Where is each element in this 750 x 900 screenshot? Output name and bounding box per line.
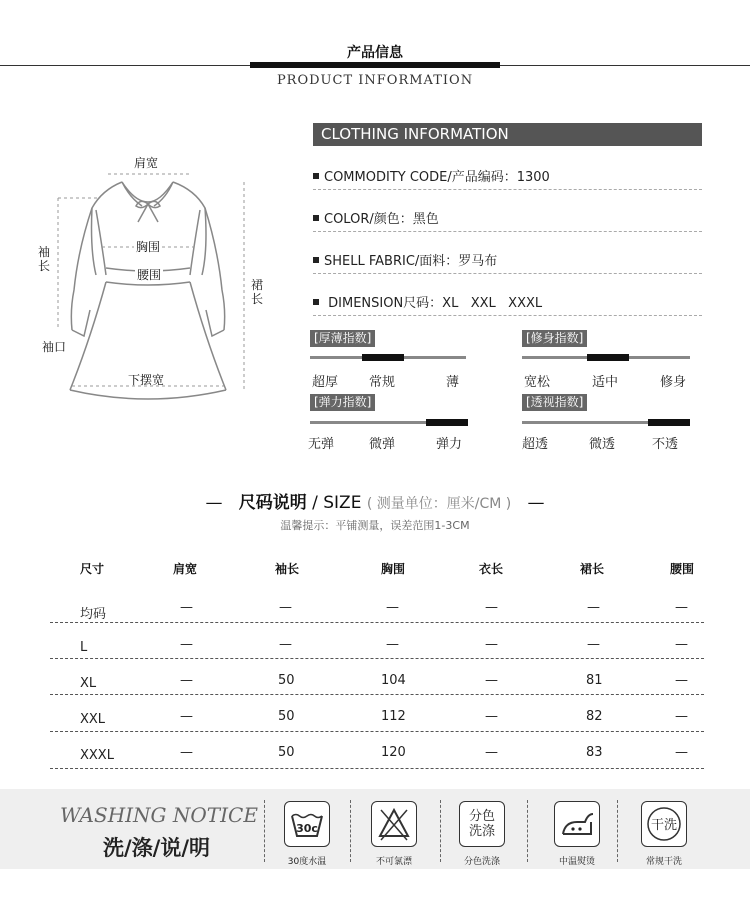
index-label: 微弹: [369, 437, 396, 452]
index-tag-elasticity: [弹力指数]: [310, 394, 375, 411]
bullet-icon: [313, 257, 319, 263]
wash-label: 30度水温: [287, 857, 327, 867]
row-divider: [50, 768, 704, 769]
table-cell: —: [485, 745, 498, 760]
info-row-fabric: [313, 250, 702, 274]
index-label: 弹力: [436, 437, 463, 452]
bullet-icon: [313, 299, 319, 305]
wash-label: 中温熨烫: [558, 857, 595, 867]
table-cell: 50: [278, 709, 295, 724]
wash-label: 不可氯漂: [375, 857, 412, 867]
table-cell: XL: [80, 676, 97, 691]
table-cell: —: [587, 600, 600, 615]
table-cell: 83: [586, 745, 603, 760]
wash-divider: [264, 800, 265, 862]
col-header: 衣长: [479, 562, 504, 576]
label-waist: 腰围: [137, 268, 162, 282]
washing-title-cn: 洗/涤/说/明: [103, 836, 211, 860]
col-header: 裙长: [580, 562, 605, 576]
separate-wash-icon: [459, 801, 505, 847]
info-fabric-text: SHELL FABRIC/面料：罗马布: [324, 254, 498, 269]
label-chest: 胸围: [136, 240, 161, 254]
page-subtitle: PRODUCT INFORMATION: [276, 73, 474, 88]
label-shoulder: 肩宽: [134, 156, 159, 170]
table-cell: —: [180, 600, 193, 615]
dry-clean-text: 干洗: [650, 818, 677, 833]
col-header: 袖长: [275, 562, 300, 576]
table-cell: —: [386, 637, 399, 652]
info-code-text: COMMODITY CODE/产品编码：1300: [324, 170, 550, 185]
table-cell: —: [279, 637, 292, 652]
washing-title-en: WASHING NOTICE: [60, 803, 258, 827]
table-cell: —: [485, 637, 498, 652]
table-cell: 112: [381, 709, 406, 724]
label-cuff: 袖口: [42, 340, 67, 354]
wash-divider: [527, 800, 528, 862]
bullet-icon: [313, 215, 319, 221]
size-section-title: [0, 488, 750, 513]
info-color-text: COLOR/颜色：黑色: [324, 212, 439, 227]
table-cell: —: [180, 637, 193, 652]
size-title-unit: ( 测量单位：厘米/CM ): [366, 496, 512, 512]
table-cell: 50: [278, 745, 295, 760]
wash-label: 常规干洗: [645, 857, 682, 867]
header-accent-bar: [250, 62, 500, 68]
table-cell: —: [180, 673, 193, 688]
col-header: 腰围: [670, 562, 695, 576]
table-cell: —: [386, 600, 399, 615]
title-dash-right: —: [527, 493, 545, 513]
wash-divider: [617, 800, 618, 862]
index-tag-fit: [修身指数]: [522, 330, 587, 347]
wash-divider: [350, 800, 351, 862]
size-tip: 温馨提示：平铺测量，误差范围1-3CM: [280, 519, 470, 532]
table-cell: XXXL: [80, 748, 114, 763]
index-label: 常规: [369, 375, 396, 390]
wash-30-icon: [284, 801, 330, 847]
table-cell: —: [279, 600, 292, 615]
wash-divider: [440, 800, 441, 862]
index-label: 超透: [522, 437, 549, 452]
row-divider: [50, 694, 704, 695]
wash-label: 分色洗涤: [463, 857, 500, 867]
bullet-icon: [313, 173, 319, 179]
index-tag-thickness: [厚薄指数]: [310, 330, 375, 347]
index-label: 薄: [446, 375, 460, 390]
info-dimension-text: DIMENSION尺码：XL XXL XXXL: [324, 296, 543, 311]
table-cell: 120: [381, 745, 406, 760]
label-hem: 下摆宽: [128, 373, 165, 387]
index-marker-transparency: [648, 419, 690, 426]
table-cell: —: [587, 637, 600, 652]
clothing-info-title: CLOTHING INFORMATION: [313, 123, 702, 146]
size-title-en: / SIZE: [306, 493, 367, 513]
index-label: 适中: [592, 375, 619, 390]
table-cell: —: [180, 745, 193, 760]
index-marker-fit: [587, 354, 629, 361]
table-cell: 104: [381, 673, 406, 688]
size-title-cn: 尺码说明: [238, 493, 307, 513]
info-row-code: [313, 166, 702, 190]
table-cell: 81: [586, 673, 603, 688]
table-cell: —: [675, 673, 688, 688]
table-cell: 82: [586, 709, 603, 724]
index-tag-transparency: [透视指数]: [522, 394, 587, 411]
separate-wash-text-1: 分色: [468, 809, 495, 824]
no-bleach-icon: [371, 801, 417, 847]
row-divider: [50, 622, 704, 623]
table-cell: —: [675, 637, 688, 652]
table-cell: —: [180, 709, 193, 724]
index-label: 无弹: [308, 437, 335, 452]
table-cell: 50: [278, 673, 295, 688]
title-dash-left: —: [205, 493, 223, 513]
page-title: 产品信息: [347, 45, 403, 61]
index-label: 微透: [589, 437, 616, 452]
index-label: 不透: [652, 437, 679, 452]
col-header: 胸围: [381, 562, 406, 576]
table-cell: 均码: [80, 607, 107, 622]
index-label: 超厚: [312, 375, 339, 390]
label-skirt-length: 裙长: [250, 278, 263, 306]
iron-medium-icon: [554, 801, 600, 847]
index-label: 宽松: [524, 375, 551, 390]
col-header: 肩宽: [173, 562, 198, 576]
table-cell: —: [485, 600, 498, 615]
info-row-dimension: [313, 292, 702, 316]
table-cell: —: [675, 745, 688, 760]
index-label: 修身: [660, 375, 687, 390]
row-divider: [50, 658, 704, 659]
label-sleeve-length: 袖长: [37, 245, 50, 273]
index-marker-thickness: [362, 354, 404, 361]
index-marker-elasticity: [426, 419, 468, 426]
table-cell: —: [675, 709, 688, 724]
info-row-color: [313, 208, 702, 232]
row-divider: [50, 731, 704, 732]
separate-wash-text-2: 洗涤: [468, 824, 495, 839]
table-cell: —: [675, 600, 688, 615]
wash-temp-text: 30c: [296, 822, 318, 835]
table-cell: —: [485, 709, 498, 724]
table-cell: L: [80, 640, 88, 655]
table-cell: —: [485, 673, 498, 688]
col-header: 尺寸: [80, 562, 105, 576]
dry-clean-icon: [641, 801, 687, 847]
table-cell: XXL: [80, 712, 106, 727]
